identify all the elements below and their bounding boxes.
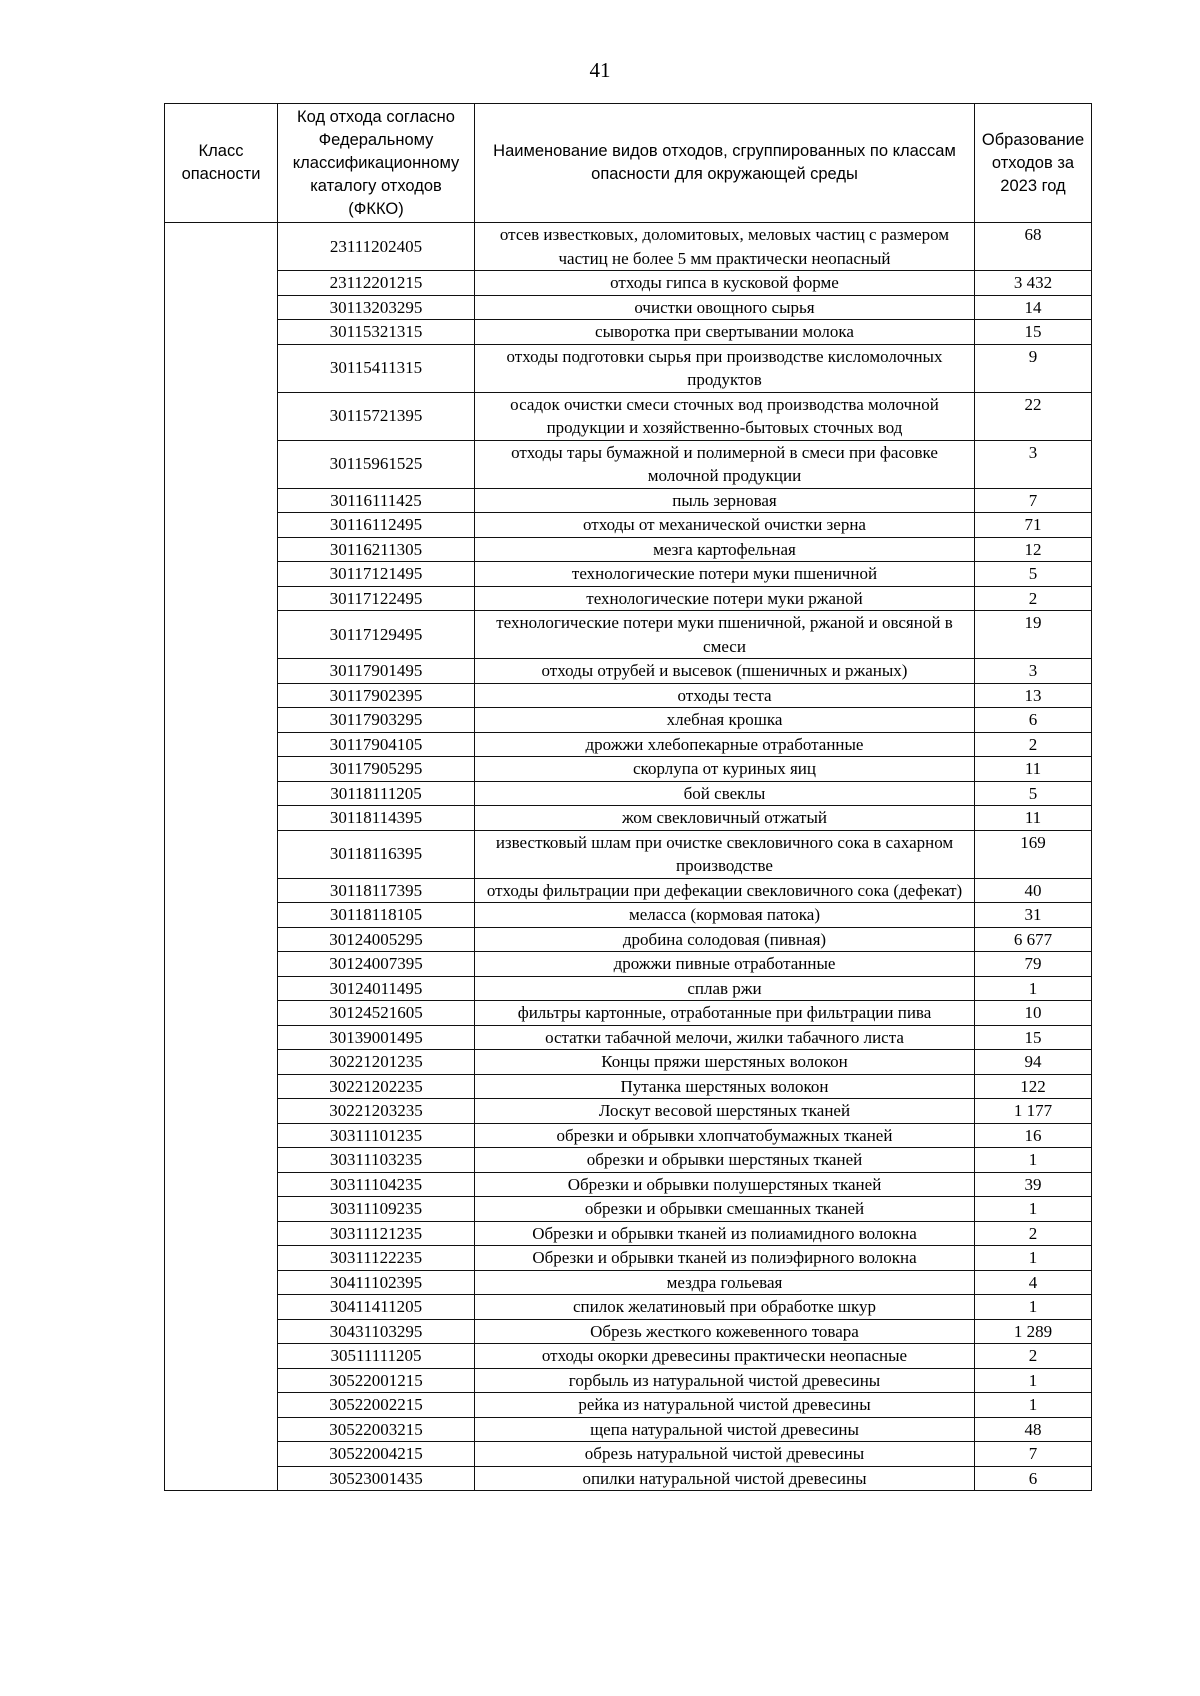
waste-amount-cell: 5 xyxy=(975,781,1092,806)
waste-code-cell: 30522001215 xyxy=(278,1368,475,1393)
waste-name-cell: Обрезки и обрывки тканей из полиэфирного волокна xyxy=(475,1246,975,1271)
waste-amount-cell: 1 177 xyxy=(975,1099,1092,1124)
waste-amount-cell: 6 xyxy=(975,1466,1092,1491)
waste-code-cell: 30115721395 xyxy=(278,392,475,440)
table-row xyxy=(165,1074,1092,1099)
table-row xyxy=(165,927,1092,952)
waste-code-cell: 30311103235 xyxy=(278,1148,475,1173)
table-row xyxy=(165,1172,1092,1197)
waste-amount-cell: 3 xyxy=(975,659,1092,684)
table-body xyxy=(165,223,1092,1491)
table-row xyxy=(165,708,1092,733)
waste-amount-cell: 1 289 xyxy=(975,1319,1092,1344)
table-row xyxy=(165,1344,1092,1369)
table-row xyxy=(165,903,1092,928)
waste-name-cell: дрожжи хлебопекарные отработанные xyxy=(475,732,975,757)
table-row xyxy=(165,1270,1092,1295)
table-row xyxy=(165,1050,1092,1075)
table-row xyxy=(165,1123,1092,1148)
waste-name-cell: Путанка шерстяных волокон xyxy=(475,1074,975,1099)
waste-code-cell: 30116211305 xyxy=(278,537,475,562)
waste-code-cell: 30523001435 xyxy=(278,1466,475,1491)
waste-code-cell: 30117129495 xyxy=(278,611,475,659)
waste-amount-cell: 10 xyxy=(975,1001,1092,1026)
waste-name-cell: хлебная крошка xyxy=(475,708,975,733)
waste-code-cell: 30117901495 xyxy=(278,659,475,684)
waste-code-cell: 30115411315 xyxy=(278,344,475,392)
waste-code-cell: 30115961525 xyxy=(278,440,475,488)
waste-name-cell: отходы от механической очистки зерна xyxy=(475,513,975,538)
waste-name-cell: дрожжи пивные отработанные xyxy=(475,952,975,977)
table-row xyxy=(165,611,1092,659)
waste-code-cell: 30117122495 xyxy=(278,586,475,611)
header-amount: Образование отходов за 2023 год xyxy=(975,104,1092,223)
header-hazard-class: Класс опасности xyxy=(165,104,278,223)
waste-name-cell: технологические потери муки пшеничной, ржаной и овсяной в смеси xyxy=(475,611,975,659)
waste-amount-cell: 2 xyxy=(975,1221,1092,1246)
table-row xyxy=(165,1466,1092,1491)
waste-code-cell: 30118111205 xyxy=(278,781,475,806)
waste-code-cell: 30118118105 xyxy=(278,903,475,928)
waste-name-cell: жом свекловичный отжатый xyxy=(475,806,975,831)
waste-amount-cell: 68 xyxy=(975,223,1092,271)
waste-amount-cell: 2 xyxy=(975,1344,1092,1369)
table-row xyxy=(165,659,1092,684)
waste-amount-cell: 12 xyxy=(975,537,1092,562)
waste-code-cell: 30522003215 xyxy=(278,1417,475,1442)
table-row xyxy=(165,1148,1092,1173)
waste-code-cell: 30113203295 xyxy=(278,295,475,320)
waste-amount-cell: 1 xyxy=(975,1197,1092,1222)
table-row xyxy=(165,1197,1092,1222)
waste-name-cell: бой свеклы xyxy=(475,781,975,806)
waste-name-cell: известковый шлам при очистке свекловичного сока в сахарном производстве xyxy=(475,830,975,878)
waste-name-cell: фильтры картонные, отработанные при фильтрации пива xyxy=(475,1001,975,1026)
table-row xyxy=(165,344,1092,392)
waste-name-cell: отходы тары бумажной и полимерной в смеси при фасовке молочной продукции xyxy=(475,440,975,488)
waste-amount-cell: 1 xyxy=(975,1148,1092,1173)
waste-amount-cell: 169 xyxy=(975,830,1092,878)
table-row xyxy=(165,1319,1092,1344)
waste-amount-cell: 4 xyxy=(975,1270,1092,1295)
waste-code-cell: 30118117395 xyxy=(278,878,475,903)
waste-code-cell: 30311101235 xyxy=(278,1123,475,1148)
waste-code-cell: 30118116395 xyxy=(278,830,475,878)
waste-name-cell: отсев известковых, доломитовых, меловых частиц с размером частиц не более 5 мм практически неопасный xyxy=(475,223,975,271)
table-row xyxy=(165,1001,1092,1026)
table-row xyxy=(165,320,1092,345)
waste-code-cell: 30139001495 xyxy=(278,1025,475,1050)
waste-code-cell: 30411102395 xyxy=(278,1270,475,1295)
waste-name-cell: щепа натуральной чистой древесины xyxy=(475,1417,975,1442)
waste-code-cell: 30221203235 xyxy=(278,1099,475,1124)
table-row xyxy=(165,1393,1092,1418)
waste-code-cell: 30311122235 xyxy=(278,1246,475,1271)
waste-amount-cell: 1 xyxy=(975,1393,1092,1418)
waste-name-cell: остатки табачной мелочи, жилки табачного листа xyxy=(475,1025,975,1050)
table-row xyxy=(165,1442,1092,1467)
waste-code-cell: 30116111425 xyxy=(278,488,475,513)
waste-code-cell: 30311121235 xyxy=(278,1221,475,1246)
waste-name-cell: Концы пряжи шерстяных волокон xyxy=(475,1050,975,1075)
waste-code-cell: 30117904105 xyxy=(278,732,475,757)
waste-amount-cell: 11 xyxy=(975,806,1092,831)
waste-code-cell: 30117905295 xyxy=(278,757,475,782)
waste-name-cell: технологические потери муки ржаной xyxy=(475,586,975,611)
table-row xyxy=(165,952,1092,977)
waste-amount-cell: 71 xyxy=(975,513,1092,538)
waste-name-cell: опилки натуральной чистой древесины xyxy=(475,1466,975,1491)
hazard-class-cell xyxy=(165,223,278,1491)
waste-amount-cell: 2 xyxy=(975,732,1092,757)
table-row xyxy=(165,878,1092,903)
waste-name-cell: очистки овощного сырья xyxy=(475,295,975,320)
waste-name-cell: отходы фильтрации при дефекации свекловичного сока (дефекат) xyxy=(475,878,975,903)
waste-amount-cell: 1 xyxy=(975,1295,1092,1320)
waste-code-cell: 30124521605 xyxy=(278,1001,475,1026)
waste-name-cell: отходы подготовки сырья при производстве кисломолочных продуктов xyxy=(475,344,975,392)
waste-code-cell: 30124005295 xyxy=(278,927,475,952)
waste-code-cell: 23111202405 xyxy=(278,223,475,271)
waste-name-cell: дробина солодовая (пивная) xyxy=(475,927,975,952)
waste-amount-cell: 14 xyxy=(975,295,1092,320)
table-row xyxy=(165,732,1092,757)
waste-code-cell: 30411411205 xyxy=(278,1295,475,1320)
waste-code-cell: 30124007395 xyxy=(278,952,475,977)
table-row xyxy=(165,806,1092,831)
waste-amount-cell: 11 xyxy=(975,757,1092,782)
waste-amount-cell: 15 xyxy=(975,320,1092,345)
waste-code-cell: 30431103295 xyxy=(278,1319,475,1344)
table-row xyxy=(165,1295,1092,1320)
waste-amount-cell: 6 xyxy=(975,708,1092,733)
waste-name-cell: скорлупа от куриных яиц xyxy=(475,757,975,782)
table-row xyxy=(165,537,1092,562)
waste-name-cell: Обрезь жесткого кожевенного товара xyxy=(475,1319,975,1344)
waste-name-cell: отходы гипса в кусковой форме xyxy=(475,271,975,296)
table-row xyxy=(165,1221,1092,1246)
waste-amount-cell: 7 xyxy=(975,488,1092,513)
header-code: Код отхода согласно Федеральному классификационному каталогу отходов (ФККО) xyxy=(278,104,475,223)
waste-code-cell: 30117903295 xyxy=(278,708,475,733)
waste-code-cell: 30117121495 xyxy=(278,562,475,587)
page-number: 41 xyxy=(589,58,611,82)
waste-amount-cell: 1 xyxy=(975,1246,1092,1271)
waste-code-cell: 30118114395 xyxy=(278,806,475,831)
table-row xyxy=(165,392,1092,440)
waste-name-cell: обрезки и обрывки хлопчатобумажных тканей xyxy=(475,1123,975,1148)
waste-amount-cell: 94 xyxy=(975,1050,1092,1075)
waste-name-cell: меласса (кормовая патока) xyxy=(475,903,975,928)
waste-amount-cell: 9 xyxy=(975,344,1092,392)
waste-name-cell: обрезки и обрывки шерстяных тканей xyxy=(475,1148,975,1173)
waste-amount-cell: 15 xyxy=(975,1025,1092,1050)
table-row xyxy=(165,513,1092,538)
table-row xyxy=(165,1417,1092,1442)
waste-code-cell: 30117902395 xyxy=(278,683,475,708)
waste-amount-cell: 3 xyxy=(975,440,1092,488)
waste-amount-cell: 79 xyxy=(975,952,1092,977)
waste-name-cell: Лоскут весовой шерстяных тканей xyxy=(475,1099,975,1124)
waste-amount-cell: 7 xyxy=(975,1442,1092,1467)
waste-code-cell: 30124011495 xyxy=(278,976,475,1001)
waste-name-cell: сыворотка при свертывании молока xyxy=(475,320,975,345)
table-row xyxy=(165,586,1092,611)
table-row xyxy=(165,757,1092,782)
waste-code-cell: 30116112495 xyxy=(278,513,475,538)
table-row xyxy=(165,562,1092,587)
table-row xyxy=(165,1099,1092,1124)
waste-code-cell: 30511111205 xyxy=(278,1344,475,1369)
waste-name-cell: обрезь натуральной чистой древесины xyxy=(475,1442,975,1467)
table-row xyxy=(165,1246,1092,1271)
table-row xyxy=(165,830,1092,878)
waste-amount-cell: 40 xyxy=(975,878,1092,903)
table-row xyxy=(165,295,1092,320)
waste-amount-cell: 1 xyxy=(975,1368,1092,1393)
waste-name-cell: Обрезки и обрывки тканей из полиамидного волокна xyxy=(475,1221,975,1246)
waste-amount-cell: 22 xyxy=(975,392,1092,440)
waste-name-cell: отходы теста xyxy=(475,683,975,708)
waste-amount-cell: 13 xyxy=(975,683,1092,708)
waste-amount-cell: 31 xyxy=(975,903,1092,928)
table-row xyxy=(165,271,1092,296)
waste-name-cell: обрезки и обрывки смешанных тканей xyxy=(475,1197,975,1222)
waste-code-cell: 30115321315 xyxy=(278,320,475,345)
table-row xyxy=(165,781,1092,806)
table-row xyxy=(165,440,1092,488)
waste-name-cell: спилок желатиновый при обработке шкур xyxy=(475,1295,975,1320)
waste-name-cell: мездра гольевая xyxy=(475,1270,975,1295)
header-name: Наименование видов отходов, сгруппированных по классам опасности для окружающей среды xyxy=(475,104,975,223)
waste-code-cell: 23112201215 xyxy=(278,271,475,296)
table-row xyxy=(165,1368,1092,1393)
table-row xyxy=(165,683,1092,708)
waste-name-cell: отходы окорки древесины практически неопасные xyxy=(475,1344,975,1369)
waste-name-cell: мезга картофельная xyxy=(475,537,975,562)
table-row xyxy=(165,488,1092,513)
waste-code-cell: 30311109235 xyxy=(278,1197,475,1222)
waste-amount-cell: 2 xyxy=(975,586,1092,611)
header-row xyxy=(165,104,1092,223)
waste-name-cell: горбыль из натуральной чистой древесины xyxy=(475,1368,975,1393)
waste-amount-cell: 122 xyxy=(975,1074,1092,1099)
waste-amount-cell: 39 xyxy=(975,1172,1092,1197)
waste-code-cell: 30311104235 xyxy=(278,1172,475,1197)
waste-name-cell: сплав ржи xyxy=(475,976,975,1001)
waste-name-cell: технологические потери муки пшеничной xyxy=(475,562,975,587)
waste-name-cell: Обрезки и обрывки полушерстяных тканей xyxy=(475,1172,975,1197)
waste-table xyxy=(164,103,1092,1491)
waste-name-cell: пыль зерновая xyxy=(475,488,975,513)
table-row xyxy=(165,976,1092,1001)
waste-amount-cell: 19 xyxy=(975,611,1092,659)
table-row xyxy=(165,1025,1092,1050)
waste-name-cell: отходы отрубей и высевок (пшеничных и ржаных) xyxy=(475,659,975,684)
waste-amount-cell: 3 432 xyxy=(975,271,1092,296)
waste-amount-cell: 48 xyxy=(975,1417,1092,1442)
waste-name-cell: осадок очистки смеси сточных вод производства молочной продукции и хозяйственно-бытовых сточных вод xyxy=(475,392,975,440)
waste-code-cell: 30522004215 xyxy=(278,1442,475,1467)
table-row xyxy=(165,223,1092,271)
waste-amount-cell: 16 xyxy=(975,1123,1092,1148)
waste-code-cell: 30221201235 xyxy=(278,1050,475,1075)
waste-code-cell: 30221202235 xyxy=(278,1074,475,1099)
waste-amount-cell: 6 677 xyxy=(975,927,1092,952)
waste-amount-cell: 1 xyxy=(975,976,1092,1001)
waste-amount-cell: 5 xyxy=(975,562,1092,587)
waste-code-cell: 30522002215 xyxy=(278,1393,475,1418)
waste-name-cell: рейка из натуральной чистой древесины xyxy=(475,1393,975,1418)
